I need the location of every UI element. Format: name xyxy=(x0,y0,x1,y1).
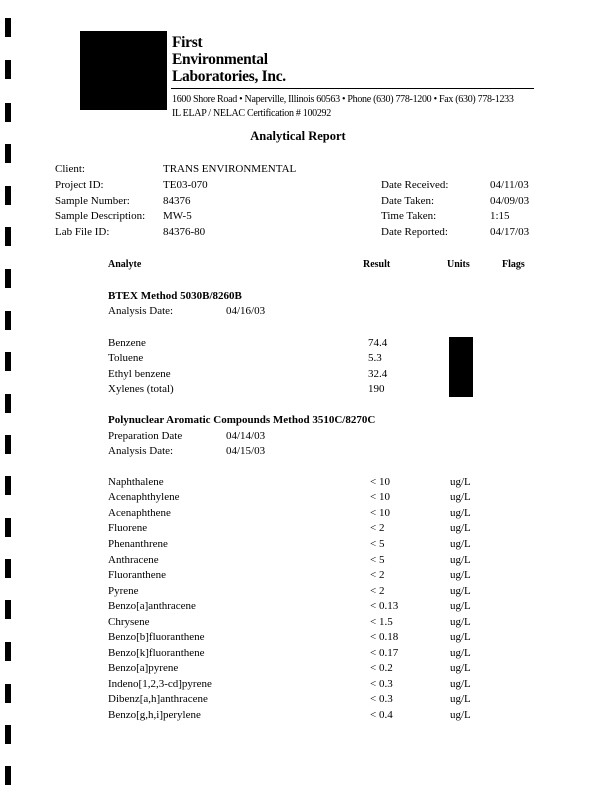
letterhead-rule xyxy=(171,88,534,89)
analyte-units: ug/L xyxy=(450,538,471,550)
analyte-result: < 5 xyxy=(370,554,385,566)
company-name-line: Laboratories, Inc. xyxy=(172,68,286,85)
analyte-name: Pyrene xyxy=(108,585,139,597)
lab-file-id-label: Lab File ID: xyxy=(55,226,110,238)
analyte-name: Acenaphthylene xyxy=(108,491,180,503)
analyte-units: ug/L xyxy=(450,554,471,566)
analyte-units: ug/L xyxy=(450,693,471,705)
date-reported-label: Date Reported: xyxy=(381,226,448,238)
analyte-units: ug/L xyxy=(450,709,471,721)
lab-file-id-value: 84376-80 xyxy=(163,226,206,238)
edge-mark xyxy=(5,103,11,122)
report-title: Analytical Report xyxy=(250,129,346,143)
analyte-name: Fluorene xyxy=(108,522,148,534)
time-taken-label: Time Taken: xyxy=(381,210,437,222)
sample-number-label: Sample Number: xyxy=(55,195,130,207)
company-name xyxy=(172,34,286,85)
analyte-units: ug/L xyxy=(450,631,471,643)
analyte-result: < 0.2 xyxy=(370,662,393,674)
redacted-units xyxy=(449,337,473,397)
analyte-result: < 0.3 xyxy=(370,678,393,690)
analyte-result: < 10 xyxy=(370,507,390,519)
sample-description-label: Sample Description: xyxy=(55,210,146,222)
analyte-result: < 2 xyxy=(370,585,385,597)
analyte-units: ug/L xyxy=(450,678,471,690)
pah-section-heading: Polynuclear Aromatic Compounds Method 3510C/8270C xyxy=(108,414,376,426)
analyte-result: < 0.3 xyxy=(370,693,393,705)
redacted-logo xyxy=(80,31,167,110)
analyte-name: Benzo[a]pyrene xyxy=(108,662,179,674)
analyte-name: Fluoranthene xyxy=(108,569,167,581)
date-taken-label: Date Taken: xyxy=(381,195,435,207)
edge-mark xyxy=(5,476,11,495)
analyte-result: < 10 xyxy=(370,491,390,503)
analyte-name: Naphthalene xyxy=(108,476,164,488)
analyte-name: Acenaphthene xyxy=(108,507,171,519)
sample-description-value: MW-5 xyxy=(163,210,192,222)
pah-analysis-date-value: 04/15/03 xyxy=(226,445,266,457)
client-value: TRANS ENVIRONMENTAL xyxy=(163,163,297,175)
edge-mark xyxy=(5,394,11,413)
certification: IL ELAP / NELAC Certification # 100292 xyxy=(172,108,331,119)
analyte-units: ug/L xyxy=(450,662,471,674)
analyte-name: Phenanthrene xyxy=(108,538,168,550)
analyte-result: < 10 xyxy=(370,476,390,488)
analyte-result: < 5 xyxy=(370,538,385,550)
analyte-units: ug/L xyxy=(450,647,471,659)
edge-mark xyxy=(5,60,11,79)
edge-mark xyxy=(5,186,11,205)
edge-mark xyxy=(5,352,11,371)
analyte-result: < 0.18 xyxy=(370,631,399,643)
column-header-analyte: Analyte xyxy=(108,259,142,270)
analyte-name: Xylenes (total) xyxy=(108,383,174,395)
analyte-name: Chrysene xyxy=(108,616,150,628)
edge-mark xyxy=(5,18,11,37)
pah-analysis-date-label: Analysis Date: xyxy=(108,445,174,457)
scan-edge-marks xyxy=(5,0,13,800)
analyte-units: ug/L xyxy=(450,600,471,612)
analyte-result: < 1.5 xyxy=(370,616,393,628)
analyte-units: ug/L xyxy=(450,569,471,581)
analyte-name: Ethyl benzene xyxy=(108,368,171,380)
analyte-units: ug/L xyxy=(450,476,471,488)
edge-mark xyxy=(5,311,11,330)
btex-analysis-date-label: Analysis Date: xyxy=(108,305,174,317)
project-id-label: Project ID: xyxy=(55,179,104,191)
column-header-flags: Flags xyxy=(502,259,525,270)
analyte-result: < 0.17 xyxy=(370,647,399,659)
analyte-name: Benzo[a]anthracene xyxy=(108,600,196,612)
edge-mark xyxy=(5,642,11,661)
edge-mark xyxy=(5,766,11,785)
pah-preparation-date-label: Preparation Date xyxy=(108,430,183,442)
edge-mark xyxy=(5,600,11,619)
analyte-units: ug/L xyxy=(450,507,471,519)
edge-mark xyxy=(5,435,11,454)
edge-mark xyxy=(5,227,11,246)
analyte-name: Anthracene xyxy=(108,554,159,566)
date-received-value: 04/11/03 xyxy=(490,179,529,191)
edge-mark xyxy=(5,559,11,578)
analyte-units: ug/L xyxy=(450,522,471,534)
analyte-units: ug/L xyxy=(450,616,471,628)
analyte-name: Benzo[k]fluoranthene xyxy=(108,647,205,659)
btex-section-heading: BTEX Method 5030B/8260B xyxy=(108,290,242,302)
analyte-result: < 0.4 xyxy=(370,709,393,721)
btex-analysis-date-value: 04/16/03 xyxy=(226,305,266,317)
analyte-result: 32.4 xyxy=(368,368,388,380)
date-reported-value: 04/17/03 xyxy=(490,226,530,238)
column-header-units: Units xyxy=(447,259,470,270)
company-address: 1600 Shore Road • Naperville, Illinois 60563 • Phone (630) 778-1200 • Fax (630) 778-1233 xyxy=(172,94,514,105)
pah-preparation-date-value: 04/14/03 xyxy=(226,430,266,442)
analyte-name: Benzo[g,h,i]perylene xyxy=(108,709,201,721)
analyte-result: 5.3 xyxy=(368,352,382,364)
analyte-result: < 2 xyxy=(370,569,385,581)
analyte-result: < 2 xyxy=(370,522,385,534)
analyte-name: Toluene xyxy=(108,352,144,364)
company-name-line: First xyxy=(172,34,203,51)
edge-mark xyxy=(5,725,11,744)
edge-mark xyxy=(5,518,11,537)
analyte-units: ug/L xyxy=(450,585,471,597)
project-id-value: TE03-070 xyxy=(163,179,208,191)
column-header-result: Result xyxy=(363,259,391,270)
time-taken-value: 1:15 xyxy=(490,210,510,222)
analyte-name: Indeno[1,2,3-cd]pyrene xyxy=(108,678,212,690)
edge-mark xyxy=(5,684,11,703)
client-label: Client: xyxy=(55,163,85,175)
company-name-line: Environmental xyxy=(172,51,268,68)
analyte-result: 190 xyxy=(368,383,385,395)
analyte-units: ug/L xyxy=(450,491,471,503)
sample-number-value: 84376 xyxy=(163,195,191,207)
date-received-label: Date Received: xyxy=(381,179,449,191)
analyte-name: Benzo[b]fluoranthene xyxy=(108,631,205,643)
analyte-result: < 0.13 xyxy=(370,600,399,612)
analyte-name: Benzene xyxy=(108,337,146,349)
analyte-result: 74.4 xyxy=(368,337,388,349)
edge-mark xyxy=(5,144,11,163)
edge-mark xyxy=(5,269,11,288)
date-taken-value: 04/09/03 xyxy=(490,195,530,207)
analyte-name: Dibenz[a,h]anthracene xyxy=(108,693,208,705)
